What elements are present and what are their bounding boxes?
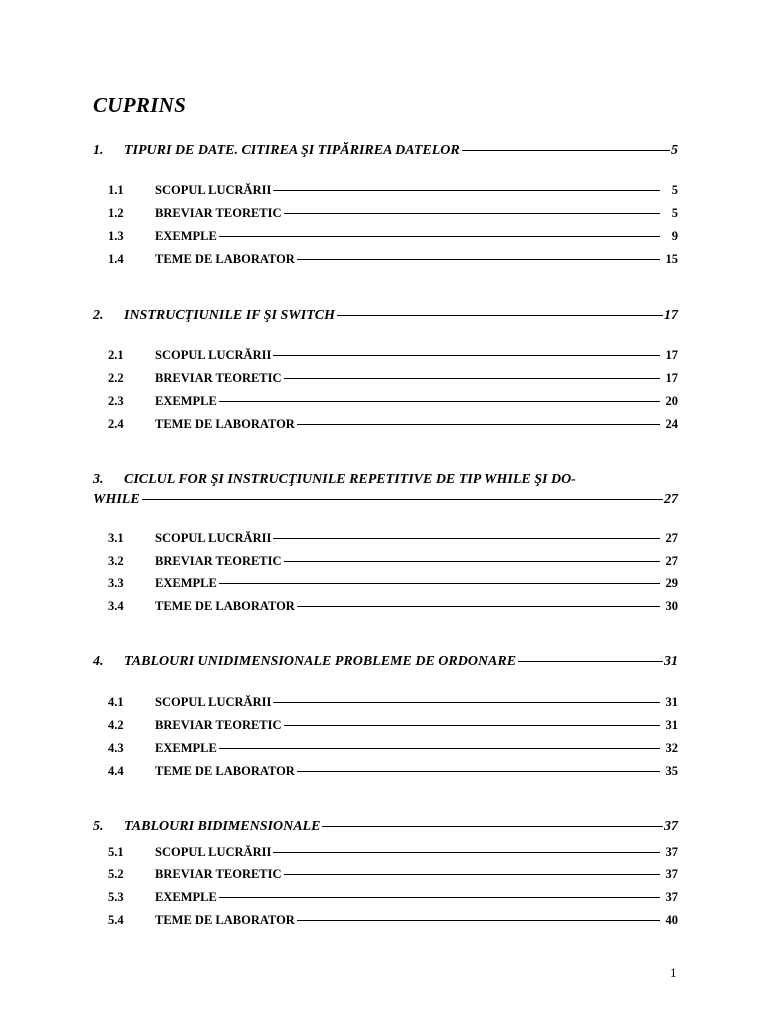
section-page: 40 [665,913,678,927]
toc-entry-5-3[interactable] [108,888,678,906]
section-number: 2.4 [108,417,124,431]
section-page: 9 [671,229,678,243]
chapter-title: TABLOURI UNIDIMENSIONALE PROBLEME DE ORDONARE [124,654,517,669]
section-number: 5.4 [108,913,124,927]
chapter-page: 37 [664,819,678,834]
dot-leader [219,748,660,749]
dot-leader [273,538,660,539]
dot-leader [337,315,663,316]
dot-leader [297,259,660,260]
dot-leader [284,213,660,214]
toc-entry-1-4[interactable] [108,250,678,268]
section-page: 31 [665,718,678,732]
section-title: BREVIAR TEORETIC [155,718,282,732]
toc-title: CUPRINS [93,93,187,117]
dot-leader [518,661,663,662]
section-page: 17 [665,371,678,385]
dot-leader [219,897,660,898]
dot-leader [273,702,660,703]
section-title: SCOPUL LUCRĂRII [155,695,272,709]
chapter-page: 31 [664,654,678,669]
section-title: TEME DE LABORATOR [155,913,295,927]
section-page: 5 [671,183,678,197]
dot-leader [219,583,660,584]
section-title: SCOPUL LUCRĂRII [155,348,272,362]
toc-entry-4-4[interactable] [108,762,678,780]
section-title: BREVIAR TEORETIC [155,371,282,385]
section-number: 3.1 [108,531,124,545]
dot-leader [297,771,660,772]
toc-entry-2-2[interactable] [108,369,678,387]
chapter-title: TABLOURI BIDIMENSIONALE [124,819,321,834]
chapter-title: CICLUL FOR ŞI INSTRUCŢIUNILE REPETITIVE DE TIP WHILE ŞI DO- [124,472,576,487]
chapter-page: 27 [664,492,678,507]
dot-leader [273,852,660,853]
section-number: 4.4 [108,764,124,778]
section-title: BREVIAR TEORETIC [155,554,282,568]
dot-leader [297,606,660,607]
chapter-5-heading[interactable] [93,817,678,837]
section-title: TEME DE LABORATOR [155,599,295,613]
dot-leader [322,826,663,827]
section-number: 4.1 [108,695,124,709]
section-number: 3.3 [108,576,124,590]
toc-entry-2-4[interactable] [108,415,678,433]
section-number: 5.3 [108,890,124,904]
section-title: SCOPUL LUCRĂRII [155,183,272,197]
dot-leader [219,236,660,237]
section-number: 4.2 [108,718,124,732]
section-page: 20 [665,394,678,408]
toc-entry-4-3[interactable] [108,739,678,757]
section-page: 24 [665,417,678,431]
section-title: TEME DE LABORATOR [155,252,295,266]
section-page: 35 [665,764,678,778]
dot-leader [142,499,663,500]
dot-leader [284,874,660,875]
chapter-title-continuation: WHILE [93,492,140,507]
section-title: EXEMPLE [155,229,217,243]
toc-entry-5-1[interactable] [108,843,678,861]
dot-leader [284,725,660,726]
dot-leader [273,355,660,356]
toc-entry-2-3[interactable] [108,392,678,410]
section-page: 27 [665,531,678,545]
chapter-number: 4. [93,654,104,669]
section-page: 15 [665,252,678,266]
section-page: 31 [665,695,678,709]
section-title: EXEMPLE [155,741,217,755]
section-number: 1.3 [108,229,124,243]
section-title: TEME DE LABORATOR [155,764,295,778]
section-page: 37 [665,867,678,881]
chapter-title: INSTRUCŢIUNILE IF ŞI SWITCH [124,308,335,323]
section-number: 1.4 [108,252,124,266]
section-number: 3.2 [108,554,124,568]
section-title: EXEMPLE [155,890,217,904]
toc-entry-3-2[interactable] [108,552,678,570]
section-page: 32 [665,741,678,755]
section-title: BREVIAR TEORETIC [155,206,282,220]
section-page: 29 [665,576,678,590]
chapter-number: 1. [93,143,104,158]
toc-entry-3-1[interactable] [108,529,678,547]
section-number: 5.2 [108,867,124,881]
chapter-3-heading[interactable] [93,470,678,510]
dot-leader [219,401,660,402]
chapter-4-heading[interactable] [93,652,678,672]
section-number: 1.2 [108,206,124,220]
section-page: 30 [665,599,678,613]
section-title: SCOPUL LUCRĂRII [155,845,272,859]
section-page: 27 [665,554,678,568]
chapter-number: 2. [93,308,104,323]
section-page: 37 [665,845,678,859]
chapter-2-heading[interactable] [93,306,678,326]
section-title: EXEMPLE [155,576,217,590]
dot-leader [462,150,670,151]
dot-leader [284,378,660,379]
section-title: EXEMPLE [155,394,217,408]
section-title: BREVIAR TEORETIC [155,867,282,881]
toc-entry-4-1[interactable] [108,693,678,711]
toc-entry-1-3[interactable] [108,227,678,245]
chapter-page: 17 [664,308,678,323]
toc-entry-3-3[interactable] [108,574,678,592]
section-page: 37 [665,890,678,904]
section-page: 5 [671,206,678,220]
toc-entry-4-2[interactable] [108,716,678,734]
chapter-number: 3. [93,472,104,487]
section-number: 5.1 [108,845,124,859]
toc-entry-1-1[interactable] [108,181,678,199]
toc-entry-3-4[interactable] [108,597,678,615]
dot-leader [273,190,660,191]
section-title: SCOPUL LUCRĂRII [155,531,272,545]
section-page: 17 [665,348,678,362]
section-number: 4.3 [108,741,124,755]
section-number: 2.3 [108,394,124,408]
toc-entry-5-4[interactable] [108,911,678,929]
dot-leader [297,920,660,921]
toc-entry-5-2[interactable] [108,865,678,883]
section-number: 1.1 [108,183,124,197]
section-title: TEME DE LABORATOR [155,417,295,431]
chapter-page: 5 [671,143,678,158]
page-number: 1 [670,965,677,980]
toc-entry-1-2[interactable] [108,204,678,222]
dot-leader [297,424,660,425]
toc-entry-2-1[interactable] [108,346,678,364]
chapter-1-heading[interactable] [93,141,678,161]
dot-leader [284,561,660,562]
section-number: 2.2 [108,371,124,385]
chapter-number: 5. [93,819,104,834]
section-number: 3.4 [108,599,124,613]
section-number: 2.1 [108,348,124,362]
chapter-title: TIPURI DE DATE. CITIREA ŞI TIPĂRIREA DATELOR [124,143,460,158]
